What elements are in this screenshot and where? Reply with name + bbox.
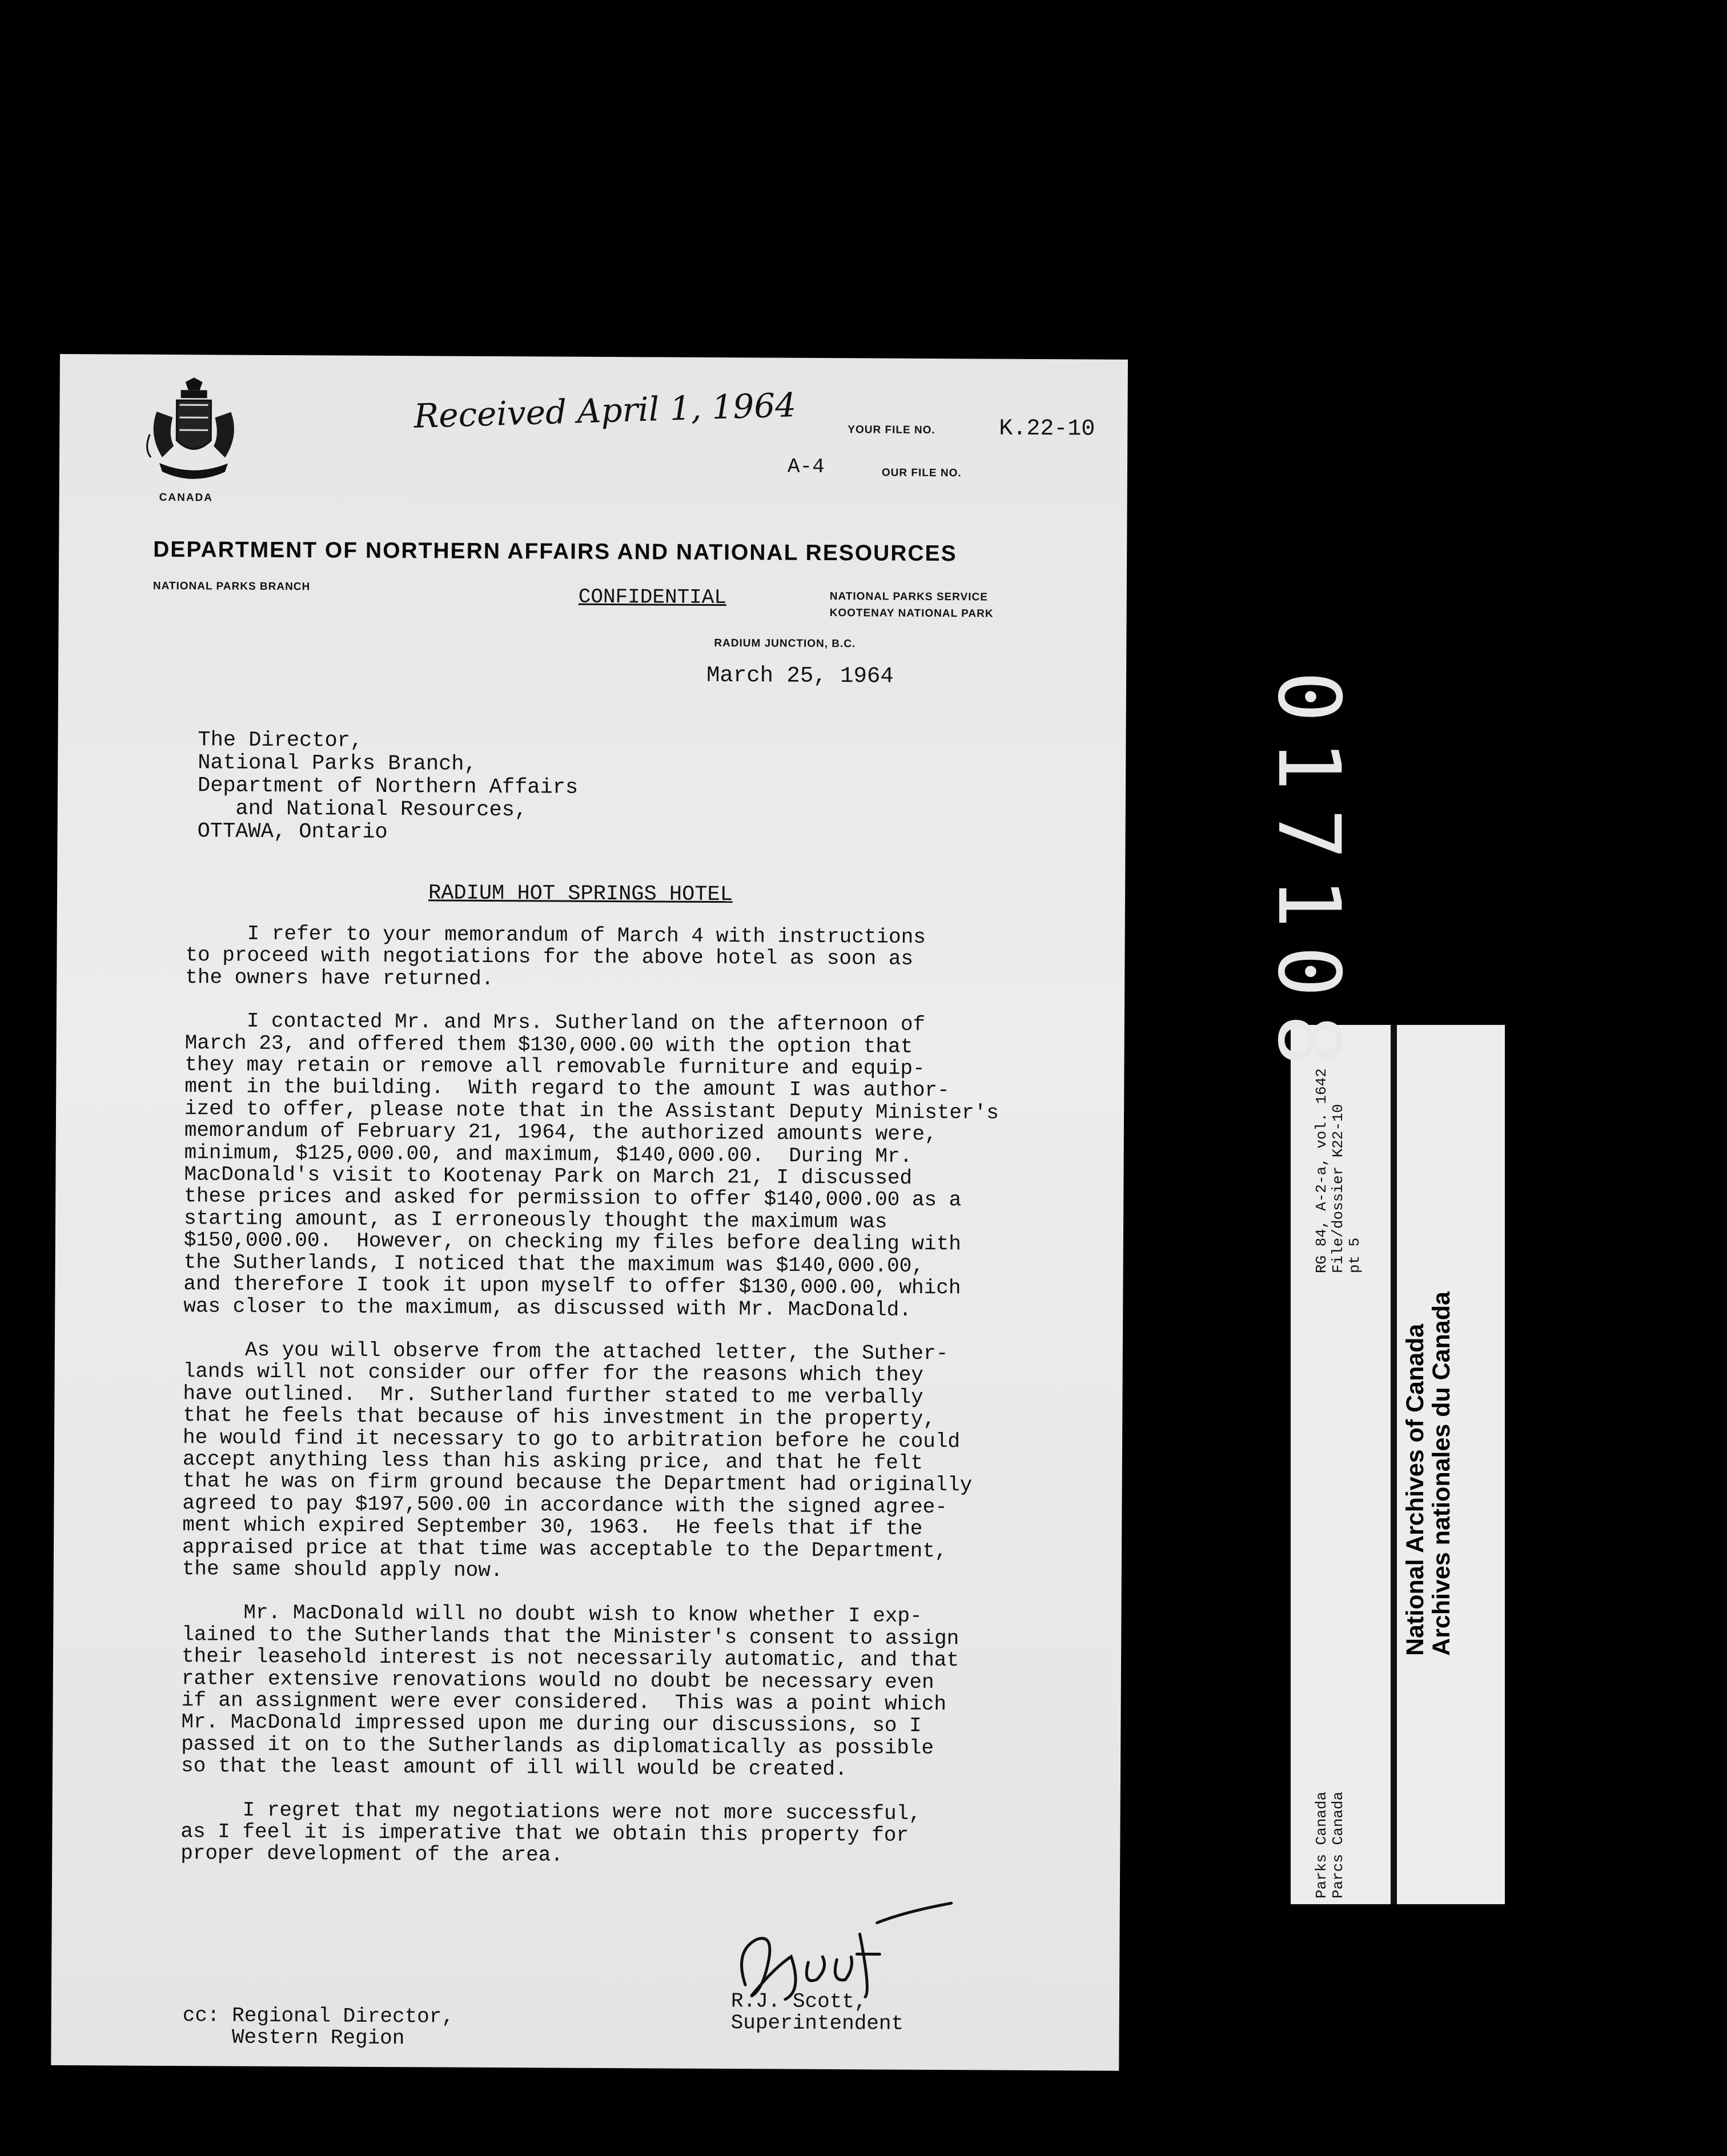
internal-reference: A-4 [787,454,825,479]
recipient-address: The Director, National Parks Branch, Department of Northern Affairs and National Resources, OTTAWA, Ontario [197,728,579,845]
microfilm-frame-number: 017108 [1259,671,1358,1083]
service-line-2: KOOTENAY NATIONAL PARK [829,607,994,620]
archive-label-card [1291,1025,1505,1904]
letter-page [51,354,1128,2071]
crest-label: CANADA [159,491,214,504]
canada-coat-of-arms-icon [145,377,243,492]
body-paragraph: Mr. MacDonald will no doubt wish to know whether I exp- lained to the Sutherlands that the Minister's consent to assign their leasehold interest is not necessarily automatic, and that rather extensive renovations would no doubt be necessary even if an assignment were ever considered. This was a point which Mr. MacDonald impressed upon me during our discussions, so I passed it on to the Sutherlands as diplomatically as possible so that the least amount of ill will would be created. [180,1600,959,1781]
service-heading [830,588,994,622]
letter-body [180,923,1088,1891]
body-paragraph: As you will observe from the attached letter, the Suther- lands will not consider our offer for the reasons which they have outlined. Mr. Sutherland further stated to me verbally that he feels that because of his investment in the property, he would find it necessary to go to arbitration before he could accept anything less than his asking price, and that he felt that he was on firm ground because the Department had originally agreed to pay $197,500.00 in accordance with the signed agree- ment which expired September 30, 1963. He feels that if the appraised price at that time was acceptable to the Department, the same should apply now. [182,1338,973,1583]
body-paragraph: I contacted Mr. and Mrs. Sutherland on the afternoon of March 23, and offered them $130,000.00 with the option that they may retain or remove all removable furniture and equip- ment in the building. With regard to the amount I was author- ized to offer, please note that in the Assistant Deputy Minister's memorandum of February 21, 1964, the authorized amounts were, minimum, $125,000.00, and maximum, $140,000.00. During Mr. MacDonald's visit to Kootenay Park on March 21, I discussed these prices and asked for permission to offer $140,000.00 as a starting amount, as I erroneously thought the maximum was $150,000.00. However, on checking my files before dealing with the Sutherlands, I noticed that the maximum was $140,000.00, and therefore I took it upon myself to offer $130,000.00, which was closer to the maximum, as discussed with Mr. MacDonald. [183,1009,999,1322]
cc-line: cc: Regional Director, Western Region [182,2004,455,2050]
card-divider [1391,1025,1397,1904]
agency-label: Parks Canada Parcs Canada [1313,1791,1347,1898]
signature-block: R.J. Scott, Superintendent [730,1989,904,2036]
service-line-1: NATIONAL PARKS SERVICE [829,590,988,604]
our-file-label: OUR FILE NO. [881,466,962,480]
letter-date: March 25, 1964 [706,662,894,689]
department-heading: DEPARTMENT OF NORTHERN AFFAIRS AND NATIONAL RESOURCES [153,537,957,566]
subject-line: RADIUM HOT SPRINGS HOTEL [428,881,733,907]
your-file-label: YOUR FILE NO. [848,424,935,437]
location-line: RADIUM JUNCTION, B.C. [714,637,856,650]
your-file-number: K.22-10 [999,416,1095,443]
archives-institution-label: National Archives of Canada Archives nationales du Canada [1401,1291,1455,1656]
body-paragraph: I refer to your memorandum of March 4 with instructions to proceed with negotiations for the above hotel as soon as the owners have returned. [185,922,926,991]
archive-reference: RG 84, A-2-a, vol. 1642 File/dossier K22-10 pt 5 [1313,1068,1363,1273]
confidential-stamp: CONFIDENTIAL [578,585,727,610]
body-paragraph: I regret that my negotiations were not more successful, as I feel it is imperative that we obtain this property for proper development of the area. [180,1797,921,1868]
handwritten-received-note: Received April 1, 1964 [413,385,797,436]
branch-label: NATIONAL PARKS BRANCH [152,580,311,593]
